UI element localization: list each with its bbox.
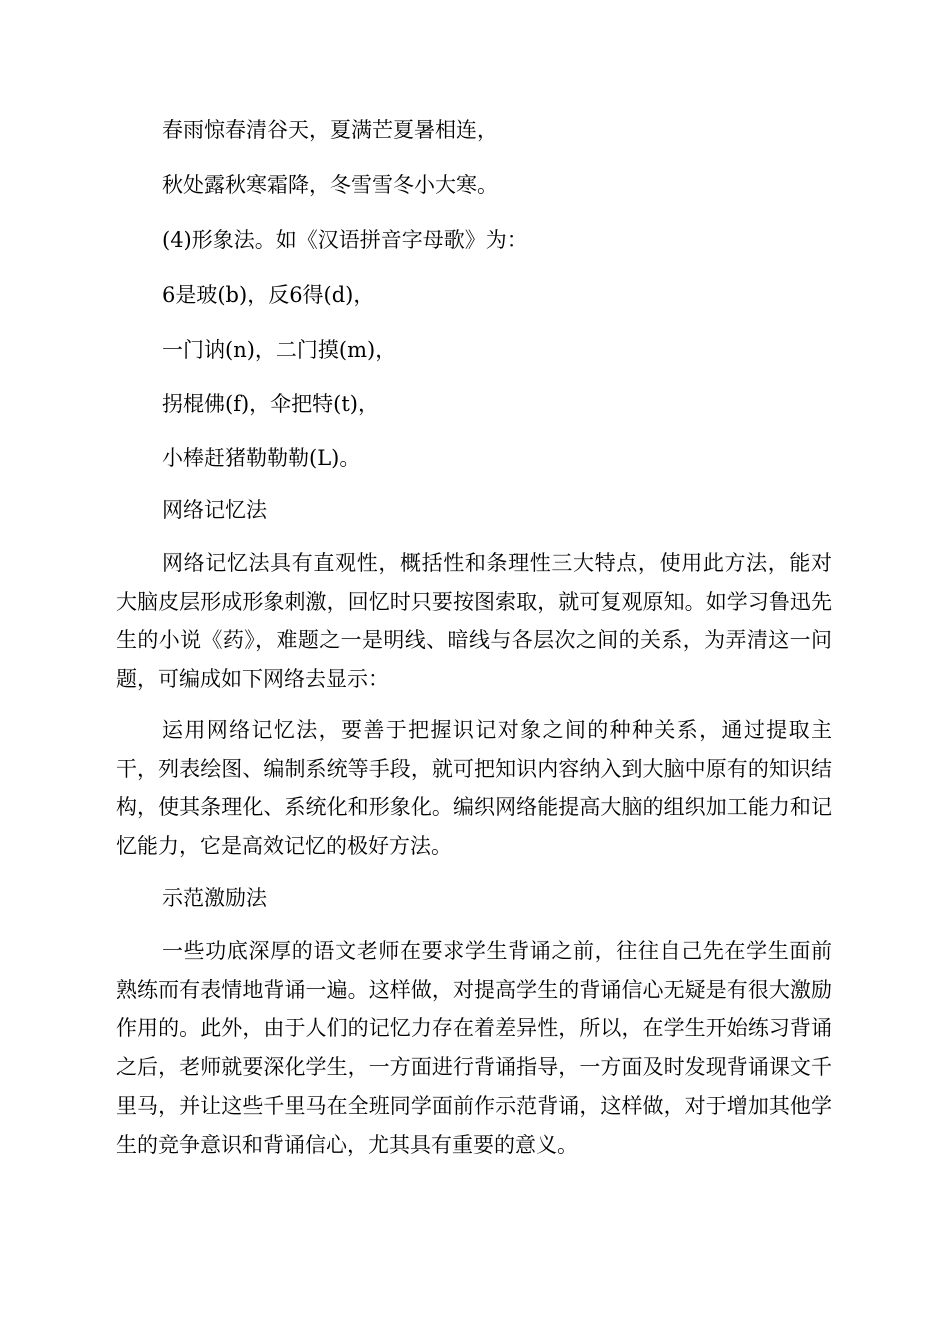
section-heading-network: 网络记忆法 — [162, 498, 267, 522]
song-line: 6是玻(b)，反6得(d)， — [162, 283, 375, 307]
paragraph-network-usage: 运用网络记忆法，要善于把握识记对象之间的种种关系，通过提取主干，列表绘图、编制系统等手段，就可把知识内容纳入到大脑中原有的知识结构，使其条理化、系统化和形象化。编织网络能提高大脑的组织加工能力和记忆能力，它是高效记忆的极好方法。 — [116, 718, 832, 859]
poem-line: 春雨惊春清谷天，夏满芒夏暑相连， — [162, 118, 498, 142]
song-line: 一门讷(n)，二门摸(m)， — [162, 338, 397, 362]
paragraph-demo: 一些功底深厚的语文老师在要求学生背诵之前，往往自己先在学生面前熟练而有表情地背诵一遍。这样做，对提高学生的背诵信心无疑是有很大激励作用的。此外，由于人们的记忆力存在着差异性，所以，在学生开始练习背诵之后，老师就要深化学生，一方面进行背诵指导，一方面及时发现背诵课文千里马，并让这些千里马在全班同学面前作示范背诵，这样做，对于增加其他学生的竞争意识和背诵信心，尤其具有重要的意义。 — [116, 939, 832, 1157]
paragraph-network-intro: 网络记忆法具有直观性，概括性和条理性三大特点，使用此方法，能对大脑皮层形成形象刺激，回忆时只要按图索取，就可复观原知。如学习鲁迅先生的小说《药》，难题之一是明线、暗线与各层次之间的关系，为弄清这一问题，可编成如下网络去显示： — [116, 551, 832, 692]
method-intro: (4)形象法。如《汉语拼音字母歌》为： — [162, 228, 528, 252]
song-line: 小棒赶猪勒勒勒(L)。 — [162, 446, 361, 470]
song-line: 拐棍佛(f)，伞把特(t)， — [162, 392, 379, 416]
section-heading-demo: 示范激励法 — [162, 886, 267, 910]
poem-line: 秋处露秋寒霜降，冬雪雪冬小大寒。 — [162, 173, 498, 197]
